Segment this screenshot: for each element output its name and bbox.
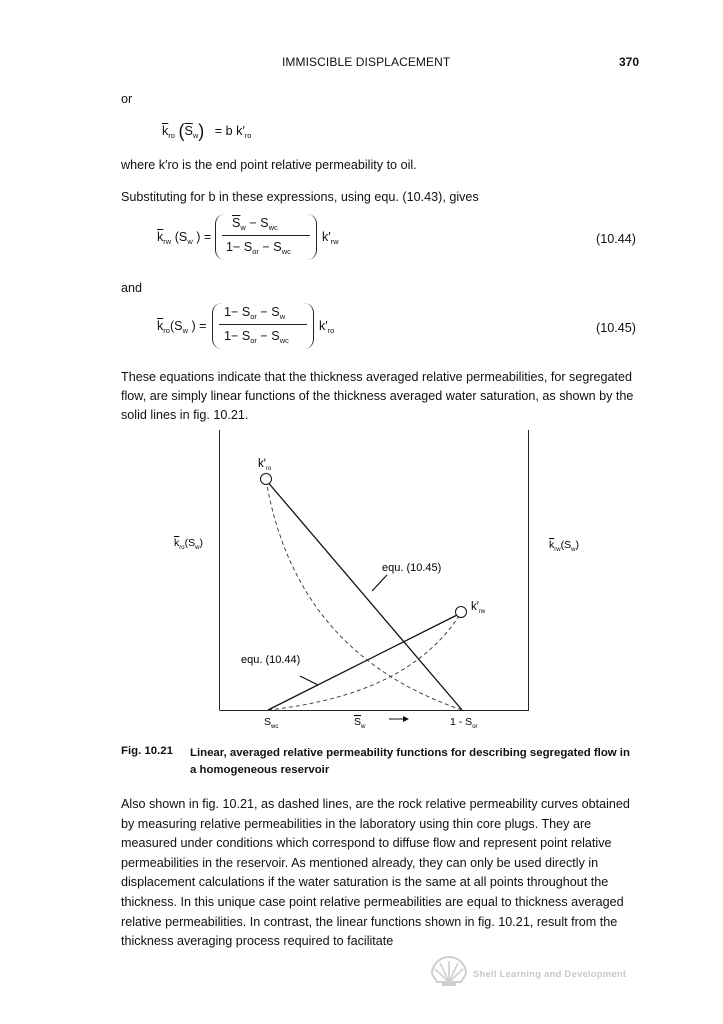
- eq44-k-sub: rw: [163, 237, 172, 246]
- eq44-numerator: $\overline{S}_w - S_{wc}$: [232, 216, 278, 232]
- line-equ-10-45: [266, 480, 462, 710]
- eq44-number: (10.44): [596, 232, 636, 246]
- eq-kro-rhs: = b k′: [214, 124, 245, 138]
- x-label-sw: $S_w$: [354, 716, 366, 730]
- eq-kro-s-sub: w: [192, 131, 199, 140]
- paragraph-also-shown: Also shown in fig. 10.21, as dashed lines, are the rock relative permeability curves obtained by measuring relative permeabilities in the laboratory using thin core plugs. They are measured under conditions which correspond to diffuse flow and represent point relative permeabilities in the reservoir. As mentioned already, they can only be used directly in displacement calculations if the water saturation is the same at all points throughout the thickness. In this unique case point relative permeabilities are equal to thickness averaged relative permeabilities. In contrast, the linear functions shown in fig. 10.21, result from the thickness averaging process required to facilitate: [121, 797, 630, 949]
- eq45-k-end: $k'_{ro}$: [319, 319, 335, 335]
- eq44-k-end: $k'_{rw}$: [322, 230, 339, 246]
- eq45-k: $\overline{k}$: [157, 319, 164, 333]
- eq45-arg: (S: [169, 319, 183, 333]
- text-or: or: [121, 92, 133, 106]
- endpoint-kro-circle: [261, 474, 272, 485]
- equation-10-45: [157, 319, 207, 335]
- equation-10-44: [157, 230, 211, 246]
- x-axis-arrowhead: [403, 716, 409, 722]
- eq-kro-s: $\overline{S}$: [184, 124, 193, 138]
- text-where: where k′ro is the end point relative permeability to oil.: [121, 158, 417, 172]
- shell-logo-icon: [430, 955, 468, 987]
- eq44-k: $\overline{k}$: [157, 230, 164, 244]
- text-and: and: [121, 281, 143, 295]
- eq-kro-k-sub: ro: [168, 131, 175, 140]
- arrow-equ-10-44: [300, 676, 318, 685]
- x-label-one-minus-sor: $1 - S_{or}$: [450, 716, 478, 730]
- eq44-close: ) =: [196, 230, 212, 244]
- page-number: 370: [619, 55, 640, 69]
- eq44-arg-sub: w: [187, 237, 193, 246]
- x-label-swc: $S_{wc}$: [264, 716, 279, 730]
- left-axis-label: $k_{ro}(S_w)$: [174, 537, 203, 551]
- arrow-equ-10-45: [372, 575, 387, 591]
- eq45-fraction-bar: [219, 324, 307, 325]
- eq45-numerator: $1- S_{or} - S_w$: [224, 305, 286, 321]
- running-header-title: IMMISCIBLE DISPLACEMENT: [282, 55, 451, 69]
- endpoint-krw-circle: [456, 607, 467, 618]
- figure-10-21: [0, 420, 723, 740]
- footer-brand: Shell Learning and Development: [473, 969, 627, 980]
- eq45-denominator: $1- S_{or} - S_{wc}$: [224, 329, 289, 345]
- label-kro-end: $k'_{ro}$: [258, 458, 272, 472]
- eq45-close: ) =: [191, 319, 207, 333]
- label-equ-10-44: equ. (10.44): [241, 654, 301, 666]
- eq45-arg-sub: w: [182, 326, 188, 335]
- right-axis-label: $k_{rw}(S_w)$: [549, 539, 579, 553]
- eq45-k-sub: ro: [163, 326, 170, 335]
- eq45-number: (10.45): [596, 321, 636, 335]
- equation-kro: $\overline{k}_{ro}$ $(\overline{S}_w)$ = b $k'_{ro}$: [162, 121, 252, 141]
- eq44-arg: (S: [174, 230, 188, 244]
- paragraph-these-equations: These equations indicate that the thickness averaged relative permeabilities, for segregated flow, are simply linear functions of the thickness averaged water saturation, as shown by the solid lines in fig. 10.21.: [121, 370, 634, 422]
- eq44-fraction-bar: [222, 235, 310, 236]
- figure-caption-label: Fig. 10.21: [121, 745, 173, 757]
- label-equ-10-45: equ. (10.45): [382, 562, 442, 574]
- figure-caption-text: Linear, averaged relative permeability functions for describing segregated flow in a homogeneous reservoir: [190, 747, 630, 776]
- eq44-denominator: $1- S_{or} - S_{wc}$: [226, 240, 291, 256]
- eq-kro-rhs-sub: ro: [244, 131, 252, 140]
- label-krw-end: $k'_{rw}$: [471, 601, 486, 615]
- eq-kro-k: $\overline{k}$: [162, 124, 169, 138]
- text-substituting: Substituting for b in these expressions, using equ. (10.43), gives: [121, 190, 479, 204]
